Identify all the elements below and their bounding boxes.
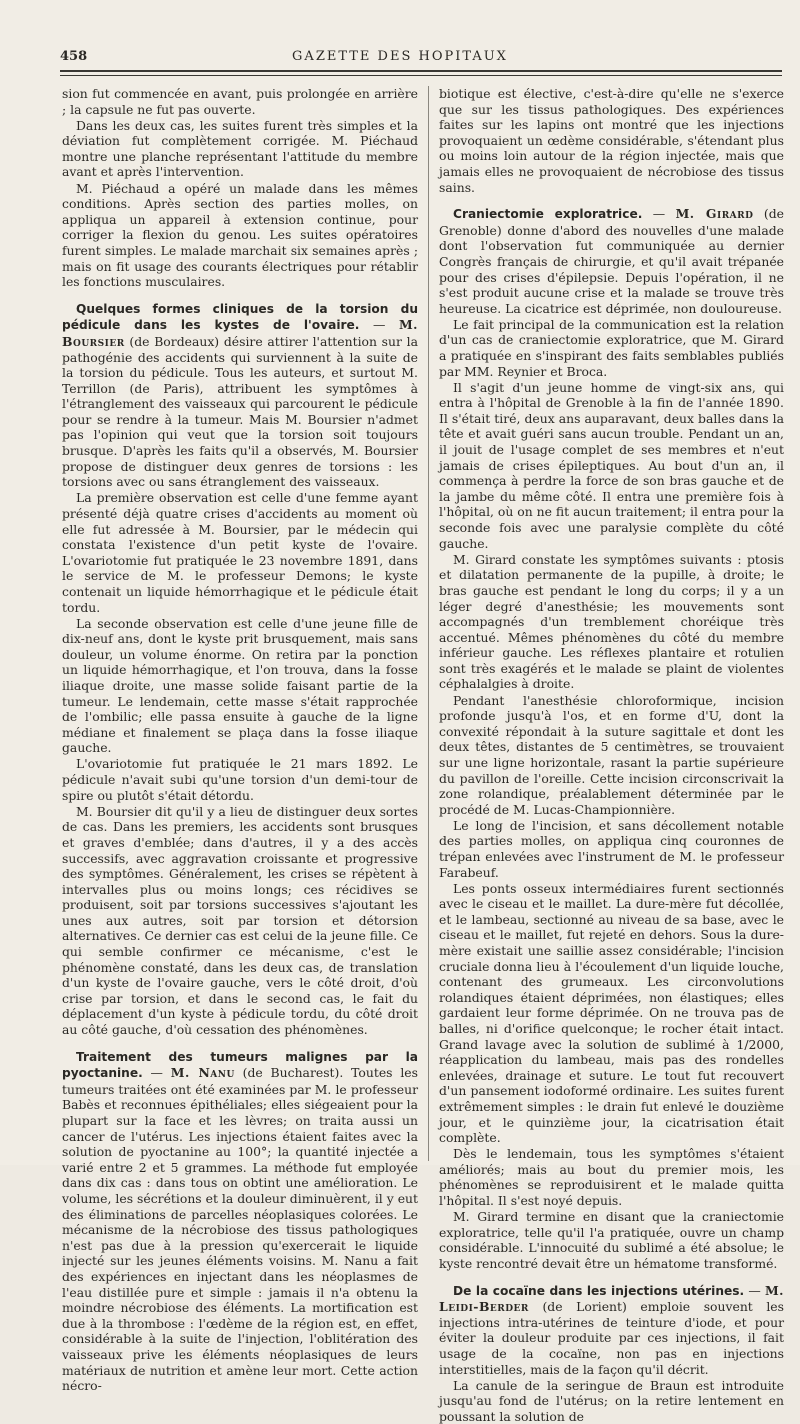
- paragraph: sion fut commencée en avant, puis prolongée en arrière ; la capsule ne fut pas ouverte.: [62, 86, 418, 117]
- section-pyoctanine: [62, 1049, 418, 1394]
- paragraph: La première observation est celle d'une femme ayant présenté déjà quatre crises d'accidents au moment où elle fut adressée à M. Boursier, par le médecin qui constata l'existence d'un petit kyste de l'ovaire. L'ovariotomie fut pratiquée le 23 novembre 1891, dans le service de M. le professeur Demons; le kyste contenait un liquide hémorrhagique et le pédicule était tordu.: [62, 490, 418, 615]
- section-author: M. Boursier: [62, 317, 418, 349]
- paragraph: Dès le lendemain, tous les symptômes s'étaient améliorés; mais au bout du premier mois, les phénomènes se reproduisirent et le malade quitta l'hôpital. Il s'est noyé depuis.: [439, 1146, 784, 1209]
- section-lead: (de Bordeaux) désire attirer l'attention sur la pathogénie des accidents qui surviennent à la suite de la torsion du pédicule. Tous les auteurs, et surtout M. Terrillon (de Paris), attribuent les symptômes à l'étranglement des vaisseaux qui parcourent le pédicule pour se rendre à la tumeur. Mais M. Boursier n'admet pas l'opinion qui veut que la torsion soit toujours brusque. D'après les faits qu'il a observés, M. Boursier propose de distinguer deux genres de torsions : les torsions avec ou sans étranglement des vaisseaux.: [62, 333, 418, 490]
- paragraph: L'ovariotomie fut pratiquée le 21 mars 1892. Le pédicule n'avait subi qu'une torsion d'un demi-tour de spire ou plutôt s'était détordu.: [62, 756, 418, 803]
- title-dash: —: [744, 1282, 765, 1298]
- section-craniectomie: [439, 206, 784, 316]
- left-column: [62, 86, 419, 1394]
- paragraph: Les ponts osseux intermédiaires furent sectionnés avec le ciseau et le maillet. La dure-mère fut décollée, et le lambeau, sectionné au niveau de sa base, avec le ciseau et le maillet, fut rejeté en dehors. Sous la dure-mère existait une saillie assez considérable; l'incision cruciale donna lieu à l'écoulement d'un liquide louche, contenant des grumeaux. Les circonvolutions rolandiques étaient déprimées, non élastiques; elles gardaient leur forme déprimée. On ne trouva pas de balles, ni d'orifice quelconque; le rocher était intact. Grand lavage avec la solution de sublimé à 1/2000, réapplication du lambeau, mais pas des rondelles enlevées, drainage et suture. Le tout fut recouvert d'un pansement iodoformé ordinaire. Les suites furent extrêmement simples : le drain fut enlevé le douzième jour, et le quinzième jour, la cicatrisation était complète.: [439, 880, 784, 1146]
- section-author: M. Leidi-Berder: [439, 1282, 784, 1315]
- paragraph: Il s'agit d'un jeune homme de vingt-six ans, qui entra à l'hôpital de Grenoble à la fin de l'année 1890. Il s'était tiré, deux ans auparavant, deux balles dans la tête et avait guéri sans aucun trouble. Pendant un an, il jouit de l'usage complet de ses membres et n'eut jamais de crises épileptiques. Au bout d'un an, il commença à perdre la force de son bras gauche et de la jambe du même côté. Il entra une première fois à l'hôpital, où on ne fit aucun traitement; il entra pour la seconde fois avec une paralysie complète du côté gauche.: [439, 379, 785, 551]
- running-title: GAZETTE DES HOPITAUX: [292, 49, 508, 64]
- title-dash: —: [359, 317, 399, 333]
- section-cocaine: [439, 1283, 784, 1378]
- column-divider: [428, 86, 429, 1161]
- section-lead: (de Bucharest). Toutes les tumeurs traitées ont été examinées par M. le professeur Babès et reconnues épithéliales; elles siégeaient pour la plupart sur la face et les lèvres; on traita aussi un cancer de l'utérus. Les injections étaient faites avec la solution de pyoctanine au 100°; la quantité injectée a varié entre 2 et 5 grammes. La méthode fut employée dans dix cas : dans tous on obtint une amélioration. Le volume, les sécrétions et la douleur diminuèrent, il y eut des éliminations de parcelles néoplasiques colorées. Le mécanisme de la nécrobiose des tissus pathologiques n'est pas due à la pression qu'exercerait le liquide injecté sur les jeunes éléments voisins. M. Nanu a fait des expériences en injectant dans les néoplasmes de l'eau distillée pure et simple : jamais il n'a obtenu la moindre nécrobiose des éléments. La mortification est due à la thrombose : l'œdème de la région est, en effet, considérable à la suite de l'injection, l'oblitération des vaisseaux prive les éléments néoplasiques de leurs matériaux de nutrition et amène leur mort. Cette action nécro-: [62, 1065, 418, 1394]
- section-author: M. Girard: [675, 206, 754, 222]
- section-lead: (de Lorient) emploie souvent les injections intra-utérines de teinture d'iode, et pour éviter la douleur produite par ces injections, il fait usage de la cocaïne, non pas en injections interstitielles, mais de la façon qu'il décrit.: [439, 1299, 784, 1377]
- header-rule-thin: [60, 75, 782, 76]
- section-title: Craniectomie exploratrice.: [453, 207, 643, 222]
- paragraph: La seconde observation est celle d'une jeune fille de dix-neuf ans, dont le kyste prit brusquement, mais sans douleur, un volume énorme. On retira par la ponction un liquide hémorrhagique, et l'on trouva, dans la fosse iliaque droite, une masse solide faisant partie de la tumeur. Le lendemain, cette masse s'était rapprochée de l'ombilic; elle passa ensuite à gauche de la ligne médiane et finalement se plaça dans la fosse iliaque gauche.: [62, 615, 418, 756]
- right-column: [439, 86, 785, 1424]
- section-author: M. Nanu: [170, 1065, 235, 1081]
- title-dash: —: [642, 206, 676, 222]
- section-ovarian-torsion: [62, 301, 418, 490]
- title-dash: —: [142, 1065, 171, 1081]
- section-title: Traitement des tumeurs malignes par la pyoctanine.: [62, 1049, 418, 1081]
- paragraph: La canule de la seringue de Braun est introduite jusqu'au fond de l'utérus; on la retire lentement en poussant la solution de: [439, 1377, 784, 1424]
- paragraph: Pendant l'anesthésie chloroformique, incision profonde jusqu'à l'os, et en forme d'U, dont la convexité répondait à la suture sagittale et dont les deux têtes, distantes de 5 centimètres, se trouvaient sur une ligne horizontale, rasant la partie supérieure du pavillon de l'oreille. Cette incision circonscrivait la zone rolandique, préalablement déterminée par le procédé de M. Lucas-Championnière.: [439, 692, 784, 817]
- section-lead: (de Grenoble) donne d'abord des nouvelles d'une malade dont l'observation fut communiquée au dernier Congrès français de chirurgie, et qu'il avait trépanée pour des crises d'épilepsie. Depuis l'opération, il ne s'est produit aucune crise et la malade se trouve très heureuse. La cicatrice est déprimée, non douloureuse.: [439, 206, 784, 316]
- paragraph: M. Piéchaud a opéré un malade dans les mêmes conditions. Après section des parties molles, on appliqua un appareil à extension continue, pour corriger la flexion du genou. Les suites opératoires furent simples. Le malade marchait six semaines après ; mais on fit usage des courants électriques pour rétablir les fonctions musculaires.: [62, 180, 418, 290]
- paragraph: Le long de l'incision, et sans décollement notable des parties molles, on appliqua cinq couronnes de trépan enlevées avec l'instrument de M. le professeur Farabeuf.: [439, 817, 784, 880]
- paragraph: biotique est élective, c'est-à-dire qu'elle ne s'exerce que sur les tissus pathologiques. Des expériences faites sur les lapins ont montré que les injections provoquaient un œdème considérable, s'étendant plus ou moins loin autour de la région injectée, mais que jamais elles ne provoquaient de nécrobiose des tissus sains.: [439, 86, 784, 195]
- paragraph: Dans les deux cas, les suites furent très simples et la déviation fut complètement corrigée. M. Piéchaud montre une planche représentant l'attitude du membre avant et après l'intervention.: [62, 117, 418, 180]
- paragraph: M. Girard termine en disant que la craniectomie exploratrice, telle qu'il l'a pratiquée, ouvre un champ considérable. L'innocuité du sublimé a été absolue; le kyste rencontré devait être un hématome transformé.: [439, 1209, 784, 1271]
- header-rule: [60, 70, 782, 72]
- page-number: 458: [60, 49, 88, 64]
- paragraph: M. Boursier dit qu'il y a lieu de distinguer deux sortes de cas. Dans les premiers, les accidents sont brusques et graves d'emblée; dans d'autres, il y a des accès successifs, avec aggravation croissante et progressive des symptômes. Généralement, les crises se répètent à intervalles plus ou moins longs; ces récidives se produisent, soit par torsions successives s'ajoutant les unes aux autres, soit par torsion et détorsion alternatives. Ce dernier cas est celui de la jeune fille. Ce qui semble confirmer ce mécanisme, c'est le phénomène constaté, dans les deux cas, de translation d'un kyste de l'ovaire gauche, vers le côté droit, d'où crise par torsion, et dans le second cas, le fait du déplacement d'un kyste à pédicule tordu, du côté droit au côté gauche, d'où cessation des phénomènes.: [62, 803, 419, 1038]
- paragraph: M. Girard constate les symptômes suivants : ptosis et dilatation permanente de la pupille, à droite; le bras gauche est pendant le long du corps; il y a un léger degré d'anesthésie; les mouvements sont accompagnés d'un tremblement choréique très accentué. Mêmes phénomènes du côté du membre inférieur gauche. Les réflexes plantaire et rotulien sont très exagérés et le malade se plaint de violentes céphalalgies à droite.: [439, 551, 784, 692]
- section-title: De la cocaïne dans les injections utérines.: [453, 1283, 745, 1298]
- paragraph: Le fait principal de la communication est la relation d'un cas de craniectomie exploratrice, que M. Girard a pratiquée en s'inspirant des faits semblables publiés par MM. Reynier et Broca.: [439, 316, 784, 379]
- section-title: Quelques formes cliniques de la torsion du pédicule dans les kystes de l'ovaire.: [62, 301, 418, 333]
